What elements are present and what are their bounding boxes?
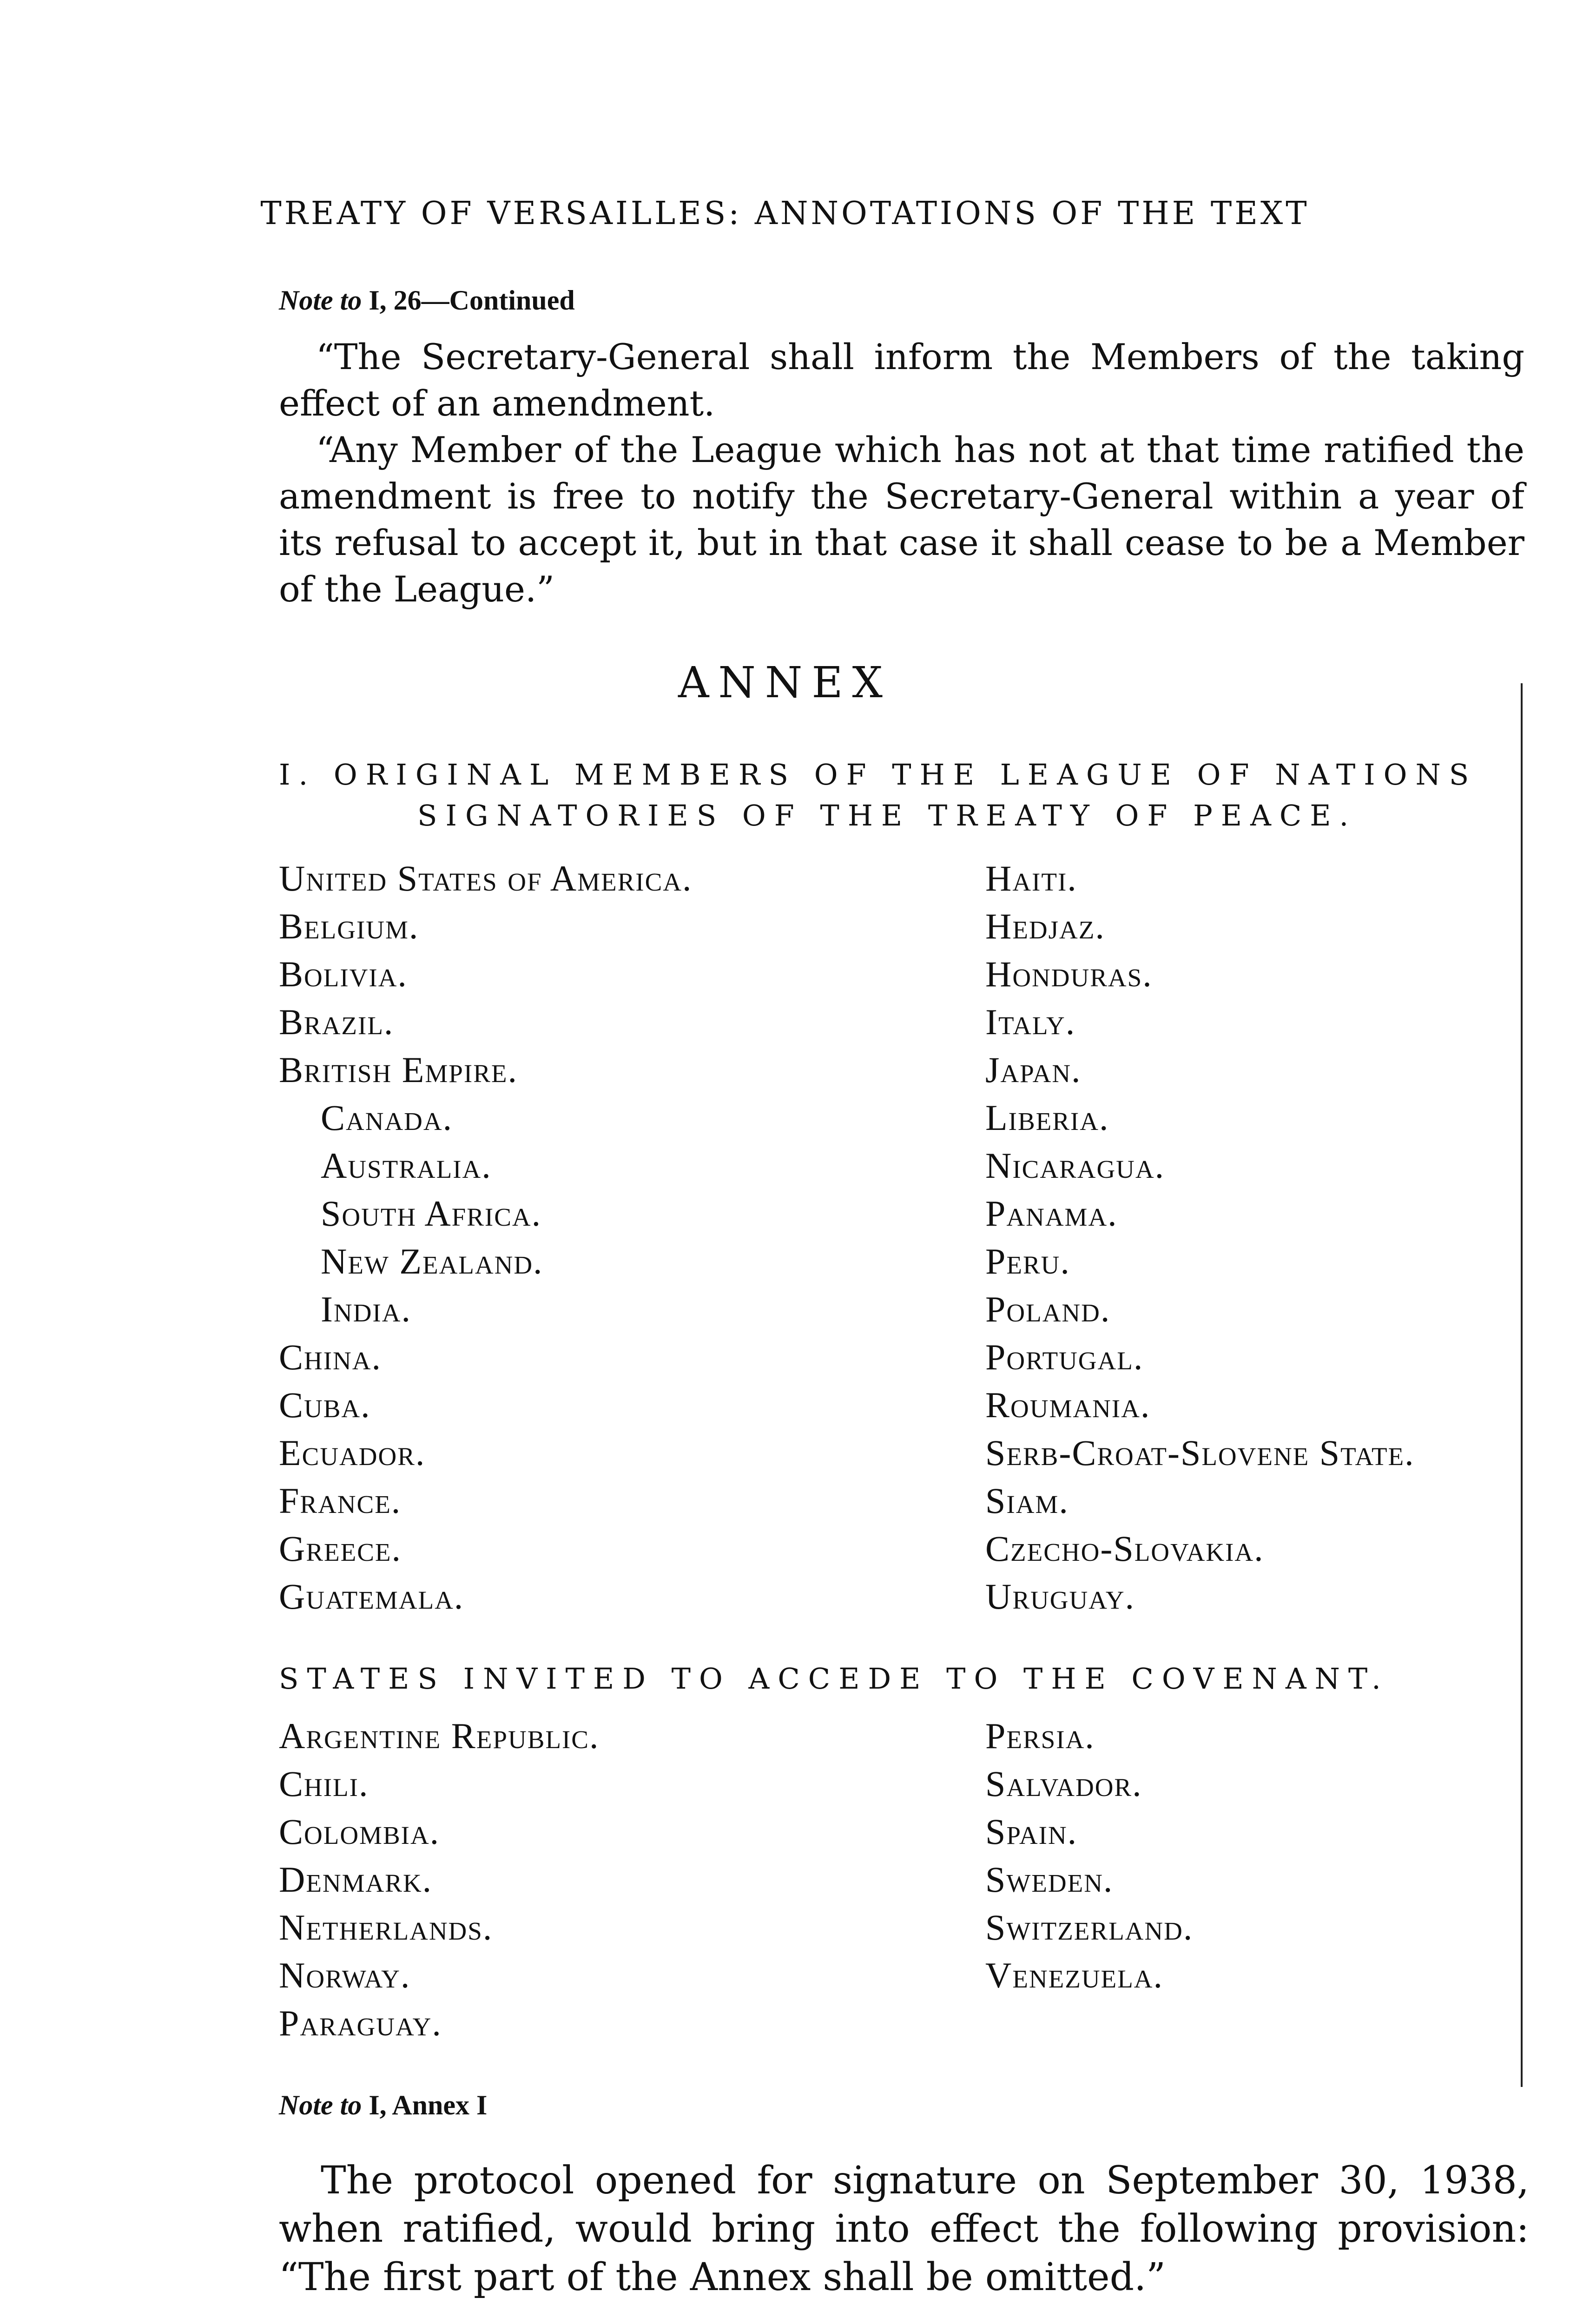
member-name: Hedjaz. xyxy=(985,906,1105,946)
member-name: British Empire. xyxy=(279,1050,518,1090)
state-name: Venezuela. xyxy=(985,1955,1163,1995)
member-name: United States of America. xyxy=(279,858,693,898)
state-name: Chili. xyxy=(279,1763,369,1804)
dominion-name: New Zealand. xyxy=(321,1241,543,1281)
member-name: Uruguay. xyxy=(985,1576,1135,1617)
member-name: Czecho-Slovakia. xyxy=(985,1528,1264,1569)
running-head: TREATY OF VERSAILLES: ANNOTATIONS OF THE TEXT xyxy=(260,195,1310,232)
note-heading-annex xyxy=(279,2089,487,2121)
member-name: Portugal. xyxy=(985,1337,1144,1377)
protocol-text: The protocol opened for signature on September 30, 1938, when ratified, would bring into effect the following provision: “The first part of the Annex shall be omitted.” xyxy=(279,2159,1529,2299)
dominion-name: South Africa. xyxy=(321,1193,542,1234)
member-name: China. xyxy=(279,1337,382,1377)
member-name: Belgium. xyxy=(279,906,419,946)
member-name: Ecuador. xyxy=(279,1433,426,1473)
member-name: Guatemala. xyxy=(279,1576,464,1617)
protocol-paragraph xyxy=(279,2157,1529,2302)
member-name: Bolivia. xyxy=(279,954,408,994)
state-name: Sweden. xyxy=(985,1859,1114,1900)
member-name: Roumania. xyxy=(985,1385,1151,1425)
annex-title: ANNEX xyxy=(678,658,892,707)
note-heading-continued xyxy=(279,284,575,317)
member-name: Nicaragua. xyxy=(985,1145,1165,1186)
dominion-name: India. xyxy=(321,1289,411,1329)
state-name: Paraguay. xyxy=(279,2003,442,2043)
member-name: Haiti. xyxy=(985,858,1077,898)
member-name: Italy. xyxy=(985,1002,1076,1042)
quote-paragraph: “The Secretary-General shall inform the Members of the taking effect of an amendment. xyxy=(279,336,1524,424)
member-name: Panama. xyxy=(985,1193,1118,1234)
state-name: Argentine Republic. xyxy=(279,1716,600,1756)
member-name: Japan. xyxy=(985,1050,1082,1090)
member-name: Greece. xyxy=(279,1528,402,1569)
state-name: Persia. xyxy=(985,1716,1095,1756)
member-name: France. xyxy=(279,1480,402,1521)
state-name: Denmark. xyxy=(279,1859,433,1900)
state-name: Colombia. xyxy=(279,1811,440,1852)
state-name: Spain. xyxy=(985,1811,1078,1852)
state-name: Switzerland. xyxy=(985,1907,1194,1948)
note-ref: I, Annex I xyxy=(362,2090,488,2120)
section-heading-original-members: I. ORIGINAL MEMBERS OF THE LEAGUE OF NATIONS xyxy=(279,758,1478,792)
margin-rule xyxy=(1521,683,1523,2087)
member-name: Serb-Croat-Slovene State. xyxy=(985,1433,1415,1473)
state-name: Salvador. xyxy=(985,1763,1142,1804)
quoted-amendment-text xyxy=(279,334,1524,613)
note-prefix: Note to xyxy=(279,285,362,316)
member-name: Liberia. xyxy=(985,1097,1109,1138)
member-name: Brazil. xyxy=(279,1002,394,1042)
state-name: Norway. xyxy=(279,1955,411,1995)
note-prefix: Note to xyxy=(279,2090,362,2120)
section-heading-invited-states: STATES INVITED TO ACCEDE TO THE COVENANT. xyxy=(279,1662,1389,1696)
member-name: Siam. xyxy=(985,1480,1069,1521)
note-ref: I, 26—Continued xyxy=(362,285,575,316)
state-name: Netherlands. xyxy=(279,1907,493,1948)
quote-paragraph: “Any Member of the League which has not at that time ratified the amendment is free to notify the Secretary-General within a year of its refusal to accept it, but in that case it shall cease to be a Member of the League.” xyxy=(279,429,1524,610)
section-heading-signatories: SIGNATORIES OF THE TREATY OF PEACE. xyxy=(417,799,1357,832)
dominion-name: Australia. xyxy=(321,1145,492,1186)
member-name: Poland. xyxy=(985,1289,1111,1329)
member-name: Honduras. xyxy=(985,954,1153,994)
member-name: Peru. xyxy=(985,1241,1070,1281)
dominion-name: Canada. xyxy=(321,1097,453,1138)
member-name: Cuba. xyxy=(279,1385,371,1425)
